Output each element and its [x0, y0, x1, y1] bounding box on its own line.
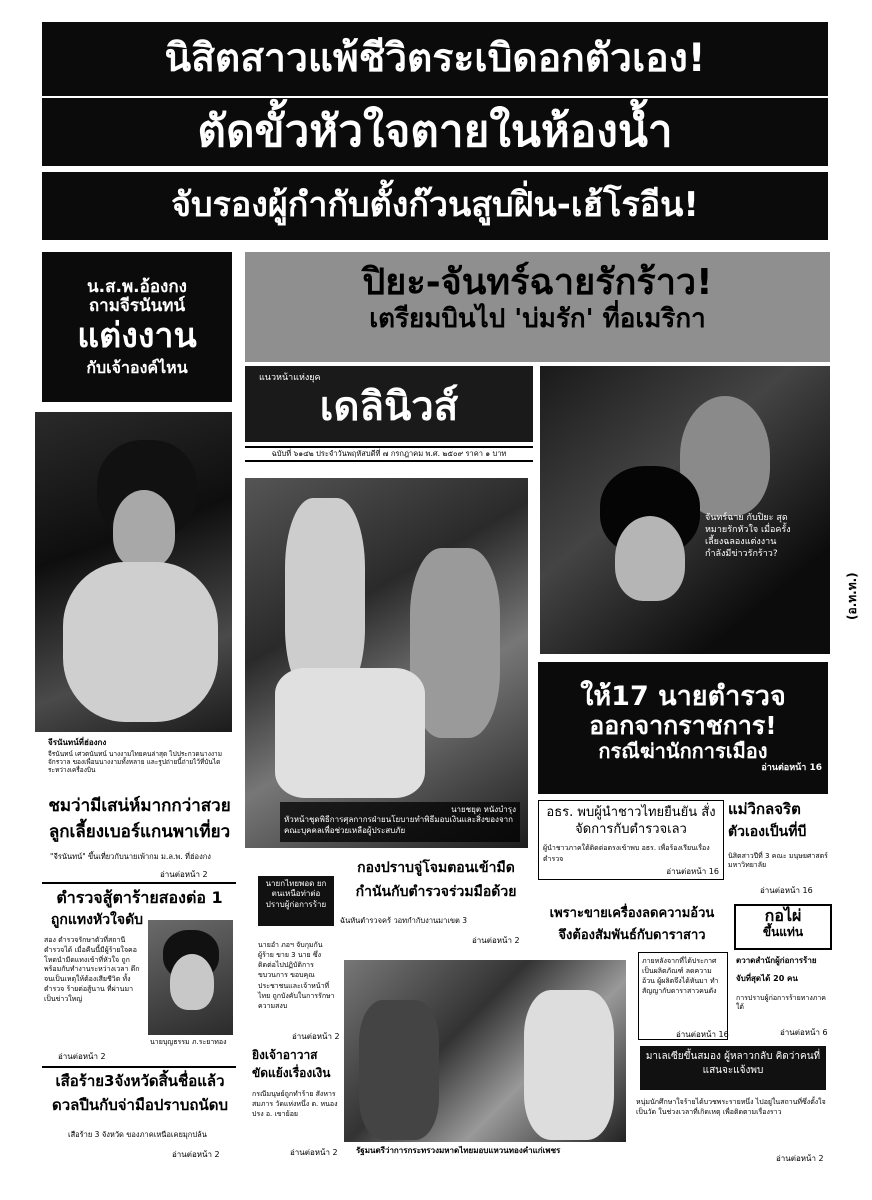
- story11-box: มาเลเซียขึ้นสมอง ผู้หลาวกลับ คิดว่าคนที่แสนจะแจ้งพบ: [640, 1046, 826, 1090]
- story2-title-line2: ถูกแทงหัวใจดับ: [50, 912, 144, 928]
- story4-body: ผู้นำชาวภาคใต้ติดต่อตรงเข้าพบ อธร. เพื่อร้องเรียนเรื่องตำรวจ: [543, 843, 710, 863]
- story10-title-line1: กอไผ่: [764, 906, 802, 925]
- police-banner-line1: ให้17 นายตำรวจ: [580, 681, 786, 713]
- story9-jump: อ่านต่อหน้า 16: [676, 1030, 729, 1039]
- story2-body: สอง ตำรวจรักษาตัวที่สถานีตำรวจได้ เมื่อคืนนี้มีผู้ร้ายใจคอโหดนำมีดแทงเข้าที่หัวใจ ถูกพร้อมกับทำงานระหว่างเวลา ดึก จนเป็นเหตุให้ต้องเสียชีวิต ทั้ง ตำรวจ ร้ายต่อสู้นาน ที่ผ่านมาเป็นข่าวใหญ่: [44, 936, 140, 1003]
- story4-box: [538, 800, 724, 880]
- story1-jump: อ่านต่อหน้า 2: [160, 870, 208, 879]
- story2-title-line1: ตำรวจสู้ตาร้ายสองต่อ 1: [56, 888, 223, 907]
- story6-body: ฉันหันตำรวจคร้ วอทกำกับงานมาเขต 3: [340, 916, 468, 925]
- story4-title: อธร. พบผู้นำชาวไทยยืนยัน สั่งจัดการกับตำรวจเลว: [546, 805, 716, 837]
- photo-minister: [359, 1000, 439, 1140]
- photo-couple: [540, 366, 830, 654]
- masthead-name: เดลินิวส์: [319, 383, 459, 430]
- photo-gift-basket: [275, 668, 425, 798]
- police-banner-line2: ออกจากราชการ!: [589, 711, 777, 741]
- left-banner-line1: น.ส.พ.อ้องกง: [87, 276, 187, 297]
- photo-face: [113, 490, 175, 568]
- headline-1: นิสิตสาวแพ้ชีวิตระเบิดอกตัวเอง!: [42, 22, 828, 96]
- story8-title-line2: ขัดแย้งเรื่องเงิน: [252, 1066, 331, 1080]
- story5-title-line1: แม่วิกลจริต: [728, 800, 801, 818]
- photo-ring-ceremony: [344, 960, 626, 1142]
- divider: [42, 1066, 236, 1068]
- story3-jump: อ่านต่อหน้า 2: [172, 1150, 220, 1159]
- side-mark: (อ.ท.ท.): [845, 572, 859, 620]
- story3-title-line2: ดวลปืนกับจ่ามือปราบถนัดบ: [52, 1096, 228, 1114]
- story11-jump: อ่านต่อหน้า 2: [776, 1154, 824, 1163]
- police-banner-jump: อ่านต่อหน้า 16: [761, 762, 822, 773]
- headline-2: ตัดขั้วหัวใจตายในห้องน้ำ: [42, 98, 828, 166]
- caption-center-text: หัวหน้าชุดพิธีการศุลกากรฝ่ายนโยบายทำพิธีมอบเงินและสิ่งของจากคณะบุคคลเพื่อช่วยเหลือผู้ประสบภัย: [284, 815, 513, 835]
- story5-jump: อ่านต่อหน้า 16: [760, 886, 813, 895]
- story7-jump: อ่านต่อหน้า 2: [292, 1032, 340, 1041]
- caption-center-name: นายชยุต หนังบำรุง: [451, 805, 516, 814]
- story8-title-line1: ยิงเจ้าอาวาส: [252, 1048, 318, 1062]
- story4-jump: อ่านต่อหน้า 16: [666, 866, 719, 876]
- story9-body: ภายหลังจากที่ได้ประกาศเป็นผลิตภัณฑ์ ลดความอ้วน ผู้ผลิตจึงได้หันมา ทำสัญญากับดาราสาวคนดัง: [642, 957, 719, 996]
- story9-title-line1: เพราะขายเครื่องลดความอ้วน: [549, 906, 715, 921]
- photo-suspect-face: [170, 954, 214, 1010]
- headline-3: จับรองผู้กำกับตั้งก๊วนสูบฝิ่น-เฮ้โรอีน!: [42, 172, 828, 240]
- photo-ceremony: [245, 478, 528, 848]
- masthead-issue-line: ฉบับที่ ๖๑๔๒ ประจำวันพฤหัสบดีที่ ๗ กรกฎาคม พ.ศ. ๒๕๐๙ ราคา ๑ บาท: [245, 446, 533, 462]
- story10-bullet1: ตวาดสำนักผู้ก่อการร้าย: [736, 956, 817, 965]
- masthead: [245, 366, 533, 442]
- story1-body: "จีรนันทน์" ขึ้นเที่ยวกับนายเพ้ากม ม.ล.พ. ที่ฮ่องกง: [50, 852, 211, 861]
- top-right-banner-line1: ปิยะ-จันทร์ฉายรักร้าว!: [362, 262, 713, 303]
- story6-title-line2: กำนันกับตำรวจร่วมมือด้วย: [355, 884, 517, 900]
- police-banner-line3: กรณีฆ่านักการเมือง: [598, 738, 768, 763]
- divider: [42, 882, 236, 884]
- story8-body: กรณีมนุษย์ถูกทำร้าย สังหารสมภาร วัดแห่งหนึ่ง ต. หนองปรง อ. เขาย้อย: [252, 1090, 338, 1118]
- story5-title-line2: ตัวเองเป็นที่บี: [728, 824, 807, 840]
- story3-body: เสือร้าย 3 จังหวัด ของภาคเหนือเคยมุกปล้น: [68, 1130, 207, 1139]
- story9-title-line2: จึงต้องสัมพันธ์กับดาราสาว: [558, 928, 706, 943]
- story7-body: นายอำ ภอฯ จับกุมกัน ผู้ร้าย ขาย 3 นาย ซึ่ง ติดต่อไปปฏิบัติการ ขบวนการ ขอบคุณประชาชนและเจ้าหน้าที่ ไทย ถูกบังคับในการรักษาความสงบ: [258, 941, 335, 1010]
- story2-jump: อ่านต่อหน้า 2: [58, 1052, 106, 1061]
- top-right-banner: [245, 252, 830, 362]
- story6-title-line1: กองปราบจู่โจมตอนเข้ามืด: [357, 860, 515, 876]
- police-banner: [538, 662, 828, 794]
- photo-woman-face: [615, 516, 685, 601]
- story1-title-line2: ลูกเลี้ยงเบอร์แกนพาเที่ยว: [48, 822, 231, 842]
- story6-jump: อ่านต่อหน้า 2: [472, 936, 520, 945]
- story8-jump: อ่านต่อหน้า 2: [290, 1148, 338, 1157]
- top-right-banner-line2: เตรียมบินไป 'บ่มรัก' ที่อเมริกา: [369, 304, 706, 335]
- story11-body: หนุ่มนักศึกษาใจร้ายได้บวชพระรายหนึ่ง ไปอยู่ในสถานที่ซึ่งตั้งใจเป็นวัด ในช่วงเวลาที่เกิดเหตุ เพื่อติดตามเรื่องราว: [636, 1098, 826, 1116]
- story10-box: [734, 904, 832, 950]
- story3-title-line1: เสือร้าย3จังหวัดสิ้นชื่อแล้ว: [55, 1072, 225, 1090]
- caption-center-box: [280, 802, 520, 842]
- story2-photo-caption: นายบุญธรรม ภ.ระยาทอง: [150, 1038, 227, 1046]
- masthead-tagline: แนวหน้าแห่งยุค: [259, 373, 321, 383]
- story9-box: [638, 952, 728, 1040]
- photo-garland: [63, 562, 218, 722]
- photo-suspect: [148, 920, 233, 1035]
- story1-title-line1: ชมว่ามีเสน่ห์มากกว่าสวย: [48, 796, 231, 816]
- caption-couple: จันทร์ฉาย กับปิยะ สุดหมายรักหัวใจ เมื่อครั้งเลี้ยงฉลองแต่งงาน กำลังมีข่าวรักร้าว?: [705, 513, 791, 560]
- left-banner-line3: แต่งงาน: [77, 316, 197, 357]
- story10-bullet2: จับที่สุดได้ 20 คน: [736, 974, 798, 983]
- left-banner-line4: กับเจ้าองค์ไหน: [86, 357, 188, 377]
- story10-title-line2: ขึ้นแท่น: [762, 925, 804, 940]
- caption-ring-ceremony: รัฐมนตรีว่าการกระทรวงมหาดไทยมอบแหวนทองคำแก่เพชร: [356, 1146, 561, 1155]
- photo-jiranan: [35, 412, 232, 732]
- caption-jiranan-sub: จีรนันทน์ เศวตนันทน์ นางงามไทยคนล่าสุด ไปประกวดนางงามจักรวาล ของเพื่อนนางงามทั้งหลาย และรูปถ่ายนี้ถ่ายไว้ที่บันไดระหว่างเครื่องบิน: [48, 750, 222, 775]
- story5-body: นิสิตสาวปีที่ 3 คณะ มนุษยศาสตร์ มหาวิทยาลัย: [728, 852, 828, 870]
- caption-jiranan: จีรนันทน์ที่ฮ่องกง: [48, 738, 107, 747]
- story10-jump: อ่านต่อหน้า 6: [780, 1028, 828, 1037]
- story10-body: การปราบผู้ก่อการร้ายทางภาคใต้: [736, 994, 826, 1012]
- left-banner-line2: ถามจีรนันทน์: [88, 295, 186, 316]
- photo-recipient: [524, 990, 614, 1140]
- left-banner: [42, 252, 232, 402]
- story7-box: นายกไทยพอด ยกตนเหนือท่าต่อ ปราบผู้ก่อการร้าย: [258, 876, 334, 926]
